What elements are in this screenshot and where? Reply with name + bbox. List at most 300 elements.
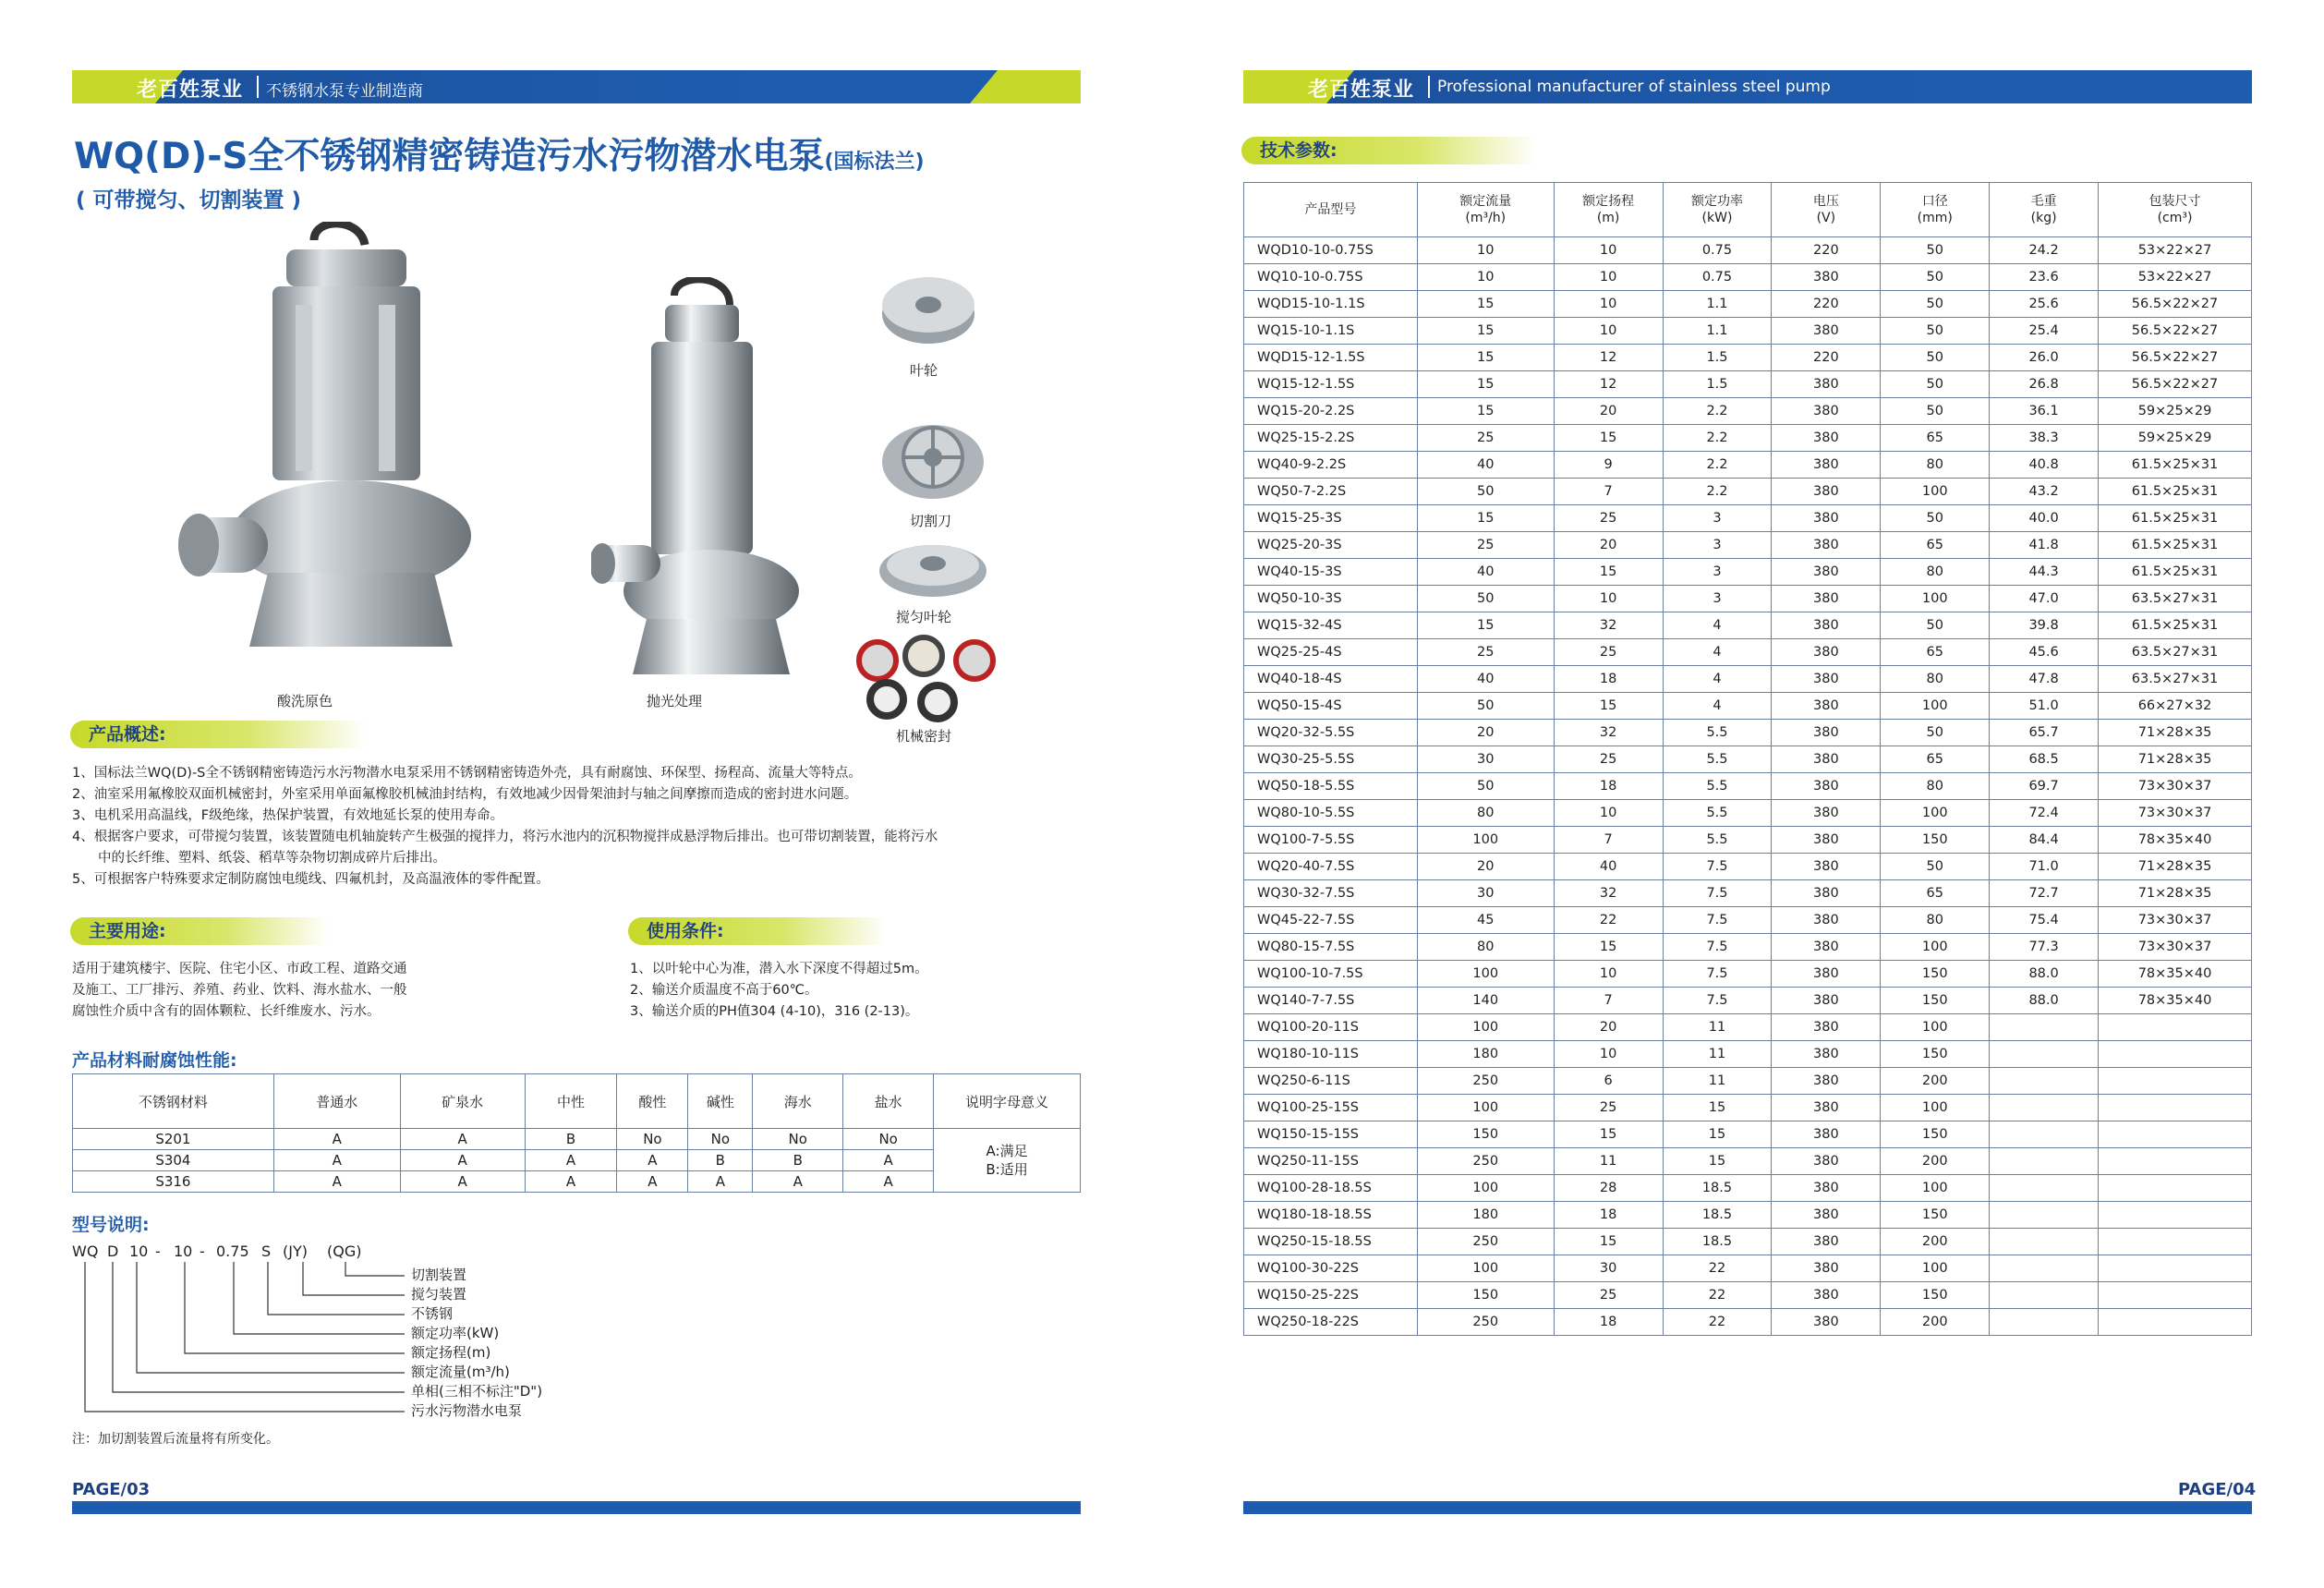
table-cell: A — [400, 1150, 525, 1171]
table-cell — [2099, 1041, 2252, 1068]
table-cell: No — [617, 1129, 688, 1150]
table-cell: 12 — [1554, 345, 1663, 371]
image-caption: 酸洗原色 — [277, 693, 333, 709]
table-cell: 0.75 — [1663, 237, 1772, 264]
table-cell: 84.4 — [1990, 827, 2099, 854]
table-cell: 0.75 — [1663, 264, 1772, 291]
table-cell: 380 — [1772, 666, 1881, 693]
column-header: 海水 — [753, 1074, 843, 1129]
table-cell — [2099, 1148, 2252, 1175]
table-cell: 59×25×29 — [2099, 425, 2252, 452]
table-cell: 380 — [1772, 1229, 1881, 1255]
table-cell: 30 — [1417, 880, 1554, 907]
table-row — [1244, 880, 2252, 907]
table-cell — [1990, 1014, 2099, 1041]
table-cell: 65 — [1881, 425, 1990, 452]
column-header — [1772, 183, 1881, 237]
model-label: 单相(三相不标注"D") — [411, 1383, 543, 1400]
table-cell: 100 — [1881, 934, 1990, 961]
model-cell: WQ15-25-3S — [1244, 505, 1418, 532]
column-header-unit: (kg) — [2030, 211, 2057, 225]
table-cell: 7 — [1554, 479, 1663, 505]
overview-item: 2、油室采用氟橡胶双面机械密封，外室采用单面氟橡胶机械油封结构，有效地减少因骨架油封与轴之间摩擦而造成的密封进水问题。 — [72, 787, 858, 802]
model-cell: WQ40-18-4S — [1244, 666, 1418, 693]
table-cell: 10 — [1554, 800, 1663, 827]
brand-tagline: Professional manufacturer of stainless steel pump — [1437, 78, 1831, 96]
legend-line: A:满足 — [986, 1143, 1028, 1159]
table-cell: 43.2 — [1990, 479, 2099, 505]
footer-bar — [1243, 1501, 2252, 1514]
model-cell: WQ30-32-7.5S — [1244, 880, 1418, 907]
model-cell: WQ250-18-22S — [1244, 1309, 1418, 1336]
table-cell: 80 — [1417, 800, 1554, 827]
table-row — [1244, 1068, 2252, 1095]
brand-tagline: 不锈钢水泵专业制造商 — [266, 82, 423, 101]
table-cell: 25.4 — [1990, 318, 2099, 345]
overview-item: 4、根据客户要求，可带搅匀装置，该装置随电机轴旋转产生极强的搅拌力，将污水池内的沉积物搅拌成悬浮物后排出。也可带切割装置，能将污水 — [72, 830, 938, 844]
table-cell: 100 — [1881, 1095, 1990, 1121]
table-cell: A — [400, 1171, 525, 1193]
table-cell: 11 — [1663, 1014, 1772, 1041]
table-cell: 80 — [1881, 773, 1990, 800]
column-header: 矿泉水 — [400, 1074, 525, 1129]
left-header-bar — [72, 70, 1081, 103]
table-cell: No — [753, 1129, 843, 1150]
table-cell: 4 — [1663, 693, 1772, 720]
table-cell: 15 — [1663, 1095, 1772, 1121]
table-cell: 150 — [1881, 1121, 1990, 1148]
table-cell: 380 — [1772, 318, 1881, 345]
table-cell: 41.8 — [1990, 532, 2099, 559]
column-header — [2099, 183, 2252, 237]
table-cell: 68.5 — [1990, 746, 2099, 773]
table-cell: 380 — [1772, 1202, 1881, 1229]
table-cell: 44.3 — [1990, 559, 2099, 586]
table-cell: 23.6 — [1990, 264, 2099, 291]
model-cell: WQ15-32-4S — [1244, 612, 1418, 639]
table-cell: 2.2 — [1663, 479, 1772, 505]
table-cell: 7 — [1554, 988, 1663, 1014]
table-cell: 380 — [1772, 612, 1881, 639]
table-cell: 7.5 — [1663, 934, 1772, 961]
table-cell: 5.5 — [1663, 773, 1772, 800]
column-header-unit: (V) — [1816, 211, 1836, 225]
column-header — [1990, 183, 2099, 237]
title-main: WQ(D)-S全不锈钢精密铸造污水污物潜水电泵 — [74, 136, 825, 177]
table-cell: 50 — [1881, 612, 1990, 639]
table-cell: 3 — [1663, 505, 1772, 532]
table-header-row — [73, 1074, 1081, 1129]
table-cell — [1990, 1121, 2099, 1148]
table-cell: 15 — [1417, 371, 1554, 398]
column-header: 酸性 — [617, 1074, 688, 1129]
table-cell: 15 — [1417, 318, 1554, 345]
title-suffix: (国标法兰) — [824, 151, 925, 174]
table-cell: 73×30×37 — [2099, 773, 2252, 800]
table-cell: 200 — [1881, 1309, 1990, 1336]
table-row — [1244, 1255, 2252, 1282]
table-cell: 1.5 — [1663, 345, 1772, 371]
table-cell: 380 — [1772, 880, 1881, 907]
table-cell: 380 — [1772, 559, 1881, 586]
column-header: 碱性 — [688, 1074, 753, 1129]
table-cell: 7.5 — [1663, 880, 1772, 907]
table-cell: 63.5×27×31 — [2099, 639, 2252, 666]
table-cell: 40 — [1417, 559, 1554, 586]
table-cell: B — [688, 1150, 753, 1171]
table-cell: 150 — [1881, 961, 1990, 988]
table-cell: 53×22×27 — [2099, 264, 2252, 291]
usage-text — [72, 959, 589, 1023]
table-cell: 50 — [1881, 291, 1990, 318]
table-cell: 10 — [1554, 237, 1663, 264]
table-cell: 100 — [1881, 1255, 1990, 1282]
table-cell: 100 — [1417, 961, 1554, 988]
model-code-part: (QG) — [327, 1243, 362, 1260]
usage-heading: 主要用途: — [70, 917, 329, 945]
table-cell: 20 — [1554, 1014, 1663, 1041]
table-cell: 71×28×35 — [2099, 854, 2252, 880]
table-cell: 15 — [1554, 1121, 1663, 1148]
table-cell: 100 — [1417, 1255, 1554, 1282]
model-cell: WQ100-28-18.5S — [1244, 1175, 1418, 1202]
table-cell — [2099, 1068, 2252, 1095]
table-cell: 25 — [1554, 639, 1663, 666]
model-cell: WQ80-10-5.5S — [1244, 800, 1418, 827]
table-cell: 72.4 — [1990, 800, 2099, 827]
table-cell: 18.5 — [1663, 1229, 1772, 1255]
table-cell: 25 — [1417, 639, 1554, 666]
table-cell: 20 — [1554, 398, 1663, 425]
table-cell — [1990, 1068, 2099, 1095]
right-header-bar — [1243, 70, 2252, 103]
table-cell: 18 — [1554, 1202, 1663, 1229]
table-cell: 56.5×22×27 — [2099, 291, 2252, 318]
table-cell: 78×35×40 — [2099, 827, 2252, 854]
table-cell: 26.8 — [1990, 371, 2099, 398]
table-row — [1244, 1175, 2252, 1202]
table-row — [1244, 1014, 2252, 1041]
table-cell: 50 — [1881, 505, 1990, 532]
column-header: 盐水 — [843, 1074, 934, 1129]
model-label: 额定功率(kW) — [411, 1325, 500, 1341]
table-cell: 40 — [1417, 666, 1554, 693]
model-cell: WQD15-10-1.1S — [1244, 291, 1418, 318]
table-cell: 380 — [1772, 934, 1881, 961]
column-header-label: 产品型号 — [1304, 202, 1357, 217]
header-accent — [970, 70, 1081, 103]
table-cell: 380 — [1772, 720, 1881, 746]
table-cell: 150 — [1881, 1041, 1990, 1068]
overview-text — [72, 763, 1079, 891]
model-code-part: (JY) — [283, 1243, 308, 1260]
table-cell: 80 — [1881, 452, 1990, 479]
table-cell: 10 — [1554, 961, 1663, 988]
table-row — [73, 1129, 1081, 1150]
table-row — [73, 1150, 1081, 1171]
corrosion-heading: 产品材料耐腐蚀性能: — [72, 1050, 237, 1071]
table-cell: 380 — [1772, 452, 1881, 479]
table-cell: 63.5×27×31 — [2099, 666, 2252, 693]
table-cell: 150 — [1417, 1121, 1554, 1148]
table-cell: 180 — [1417, 1041, 1554, 1068]
table-row — [1244, 237, 2252, 264]
conditions-line: 1、以叶轮中心为准，潜入水下深度不得超过5m。 — [630, 962, 928, 976]
usage-line: 腐蚀性介质中含有的固体颗粒、长纤维废水、污水。 — [72, 1004, 381, 1019]
table-cell: 28 — [1554, 1175, 1663, 1202]
model-cell: WQ25-25-4S — [1244, 639, 1418, 666]
table-cell: 380 — [1772, 398, 1881, 425]
table-cell: 15 — [1554, 934, 1663, 961]
table-cell: 15 — [1663, 1121, 1772, 1148]
table-cell: 380 — [1772, 800, 1881, 827]
corrosion-table — [72, 1073, 1081, 1193]
table-cell: 380 — [1772, 1095, 1881, 1121]
table-cell: 4 — [1663, 666, 1772, 693]
column-header: 普通水 — [273, 1074, 400, 1129]
table-cell: A — [753, 1171, 843, 1193]
model-cell: WQ25-20-3S — [1244, 532, 1418, 559]
table-cell: 61.5×25×31 — [2099, 532, 2252, 559]
table-cell: 51.0 — [1990, 693, 2099, 720]
model-cell: WQ100-10-7.5S — [1244, 961, 1418, 988]
table-cell: 150 — [1881, 988, 1990, 1014]
table-cell: 56.5×22×27 — [2099, 345, 2252, 371]
table-cell: 53×22×27 — [2099, 237, 2252, 264]
table-cell: 2.2 — [1663, 398, 1772, 425]
model-cell: WQ45-22-7.5S — [1244, 907, 1418, 934]
table-cell: 50 — [1881, 345, 1990, 371]
table-cell: 380 — [1772, 907, 1881, 934]
table-cell: 380 — [1772, 1282, 1881, 1309]
table-cell: 10 — [1554, 1041, 1663, 1068]
table-row — [1244, 720, 2252, 746]
table-cell: 250 — [1417, 1229, 1554, 1255]
table-cell: 100 — [1417, 1175, 1554, 1202]
table-row — [1244, 693, 2252, 720]
table-cell: 150 — [1881, 827, 1990, 854]
table-cell: 47.0 — [1990, 586, 2099, 612]
model-cell: WQ80-15-7.5S — [1244, 934, 1418, 961]
table-cell: 200 — [1881, 1229, 1990, 1255]
table-cell — [2099, 1255, 2252, 1282]
model-cell: WQ50-15-4S — [1244, 693, 1418, 720]
table-cell: 7.5 — [1663, 988, 1772, 1014]
table-cell: 380 — [1772, 693, 1881, 720]
model-cell: WQ250-15-18.5S — [1244, 1229, 1418, 1255]
table-cell: 100 — [1881, 1014, 1990, 1041]
column-header-unit: (cm³) — [2157, 211, 2193, 225]
table-cell: 380 — [1772, 854, 1881, 880]
table-row — [1244, 1202, 2252, 1229]
table-cell: 78×35×40 — [2099, 988, 2252, 1014]
table-cell: 50 — [1881, 371, 1990, 398]
table-cell: 380 — [1772, 586, 1881, 612]
table-cell: No — [843, 1129, 934, 1150]
column-header: 说明字母意义 — [934, 1074, 1081, 1129]
table-header-row — [1244, 183, 2252, 237]
model-label: 搅匀装置 — [411, 1286, 467, 1303]
table-cell: 11 — [1554, 1148, 1663, 1175]
table-cell: 65 — [1881, 746, 1990, 773]
table-cell: 50 — [1417, 586, 1554, 612]
table-cell: 380 — [1772, 827, 1881, 854]
table-cell: 150 — [1881, 1202, 1990, 1229]
model-cell: WQ15-10-1.1S — [1244, 318, 1418, 345]
table-cell: 15 — [1417, 398, 1554, 425]
table-cell: 250 — [1417, 1068, 1554, 1095]
model-cell: WQ150-15-15S — [1244, 1121, 1418, 1148]
table-row — [1244, 827, 2252, 854]
table-cell: 71×28×35 — [2099, 720, 2252, 746]
table-cell: 24.2 — [1990, 237, 2099, 264]
model-cell: WQ100-25-15S — [1244, 1095, 1418, 1121]
table-cell: 220 — [1772, 237, 1881, 264]
table-cell — [1990, 1202, 2099, 1229]
model-label: 污水污物潜水电泵 — [411, 1402, 523, 1419]
usage-line: 及施工、工厂排污、养殖、药业、饮料、海水盐水、一般 — [72, 983, 407, 998]
table-cell: 380 — [1772, 1041, 1881, 1068]
table-cell — [1990, 1229, 2099, 1255]
table-row — [1244, 961, 2252, 988]
overview-item: 3、电机采用高温线，F级绝缘，热保护装置，有效地延长泵的使用寿命。 — [72, 808, 504, 823]
column-header-label: 电压 — [1812, 194, 1839, 209]
table-cell: 15 — [1417, 505, 1554, 532]
table-cell: 50 — [1881, 318, 1990, 345]
table-cell: 12 — [1554, 371, 1663, 398]
table-row — [1244, 934, 2252, 961]
table-cell: 25 — [1554, 505, 1663, 532]
table-row — [1244, 1095, 2252, 1121]
image-caption: 叶轮 — [910, 362, 938, 379]
table-cell: 380 — [1772, 773, 1881, 800]
table-cell: 73×30×37 — [2099, 934, 2252, 961]
column-header-unit: (kW) — [1701, 211, 1733, 225]
table-cell: 3 — [1663, 532, 1772, 559]
table-cell — [2099, 1095, 2252, 1121]
table-cell: 26.0 — [1990, 345, 2099, 371]
table-cell: 61.5×25×31 — [2099, 479, 2252, 505]
page-subtitle: ( 可带搅匀、切割装置 ) — [76, 188, 302, 212]
table-cell: S316 — [73, 1171, 274, 1193]
table-row — [1244, 1121, 2252, 1148]
table-cell: 380 — [1772, 479, 1881, 505]
table-row — [1244, 398, 2252, 425]
model-cell: WQ50-18-5.5S — [1244, 773, 1418, 800]
table-row — [1244, 1229, 2252, 1255]
table-cell: 88.0 — [1990, 961, 2099, 988]
column-header — [1554, 183, 1663, 237]
table-cell: 380 — [1772, 961, 1881, 988]
table-row — [1244, 532, 2252, 559]
mechanical-seal-image — [845, 633, 1002, 725]
overview-item: 5、可根据客户特殊要求定制防腐蚀电缆线、四氟机封，及高温液体的零件配置。 — [72, 872, 550, 887]
table-cell — [2099, 1014, 2252, 1041]
table-cell: 20 — [1417, 720, 1554, 746]
table-cell: 22 — [1663, 1255, 1772, 1282]
table-cell: 22 — [1554, 907, 1663, 934]
table-cell: 40 — [1554, 854, 1663, 880]
table-cell: 100 — [1881, 693, 1990, 720]
model-cell: WQ100-20-11S — [1244, 1014, 1418, 1041]
table-cell: 40.8 — [1990, 452, 2099, 479]
model-code-part: WQ — [72, 1243, 99, 1260]
table-cell: 5.5 — [1663, 746, 1772, 773]
model-cell: WQ100-7-5.5S — [1244, 827, 1418, 854]
table-cell: 15 — [1417, 345, 1554, 371]
model-cell: WQ50-7-2.2S — [1244, 479, 1418, 505]
table-cell: A — [273, 1129, 400, 1150]
model-label: 不锈钢 — [411, 1305, 454, 1322]
table-cell: 80 — [1881, 907, 1990, 934]
model-cell: WQD15-12-1.5S — [1244, 345, 1418, 371]
table-cell — [2099, 1202, 2252, 1229]
table-cell: 18 — [1554, 1309, 1663, 1336]
model-cell: WQ180-18-18.5S — [1244, 1202, 1418, 1229]
table-cell: 47.8 — [1990, 666, 2099, 693]
table-cell: 40.0 — [1990, 505, 2099, 532]
model-cell: WQ40-15-3S — [1244, 559, 1418, 586]
column-header-label: 包装尺寸 — [2148, 194, 2201, 209]
table-cell: 1.1 — [1663, 318, 1772, 345]
overview-item: 1、国标法兰WQ(D)-S全不锈钢精密铸造污水污物潜水电泵采用不锈钢精密铸造外壳，具有耐腐蚀、环保型、扬程高、流量大等特点。 — [72, 766, 862, 781]
table-cell: 25 — [1554, 1282, 1663, 1309]
table-cell: A — [843, 1150, 934, 1171]
table-cell: 100 — [1417, 827, 1554, 854]
table-cell: 100 — [1881, 586, 1990, 612]
page-number: PAGE/04 — [2178, 1480, 2257, 1499]
table-cell: 80 — [1417, 934, 1554, 961]
model-cell: WQ50-10-3S — [1244, 586, 1418, 612]
table-cell: A — [843, 1171, 934, 1193]
model-cell: WQ250-11-15S — [1244, 1148, 1418, 1175]
table-cell: 36.1 — [1990, 398, 2099, 425]
model-code-part: 10 — [129, 1243, 149, 1260]
table-row — [1244, 773, 2252, 800]
table-cell: 100 — [1417, 1014, 1554, 1041]
spec-heading: 技术参数: — [1241, 137, 1537, 164]
image-caption: 机械密封 — [896, 728, 952, 745]
table-cell: 39.8 — [1990, 612, 2099, 639]
table-cell: A — [273, 1150, 400, 1171]
model-cell: WQD10-10-0.75S — [1244, 237, 1418, 264]
overview-item: 中的长纤维、塑料、纸袋、稻草等杂物切割成碎片后排出。 — [98, 851, 446, 866]
table-cell: 6 — [1554, 1068, 1663, 1095]
model-cell: WQ20-32-5.5S — [1244, 720, 1418, 746]
table-cell — [2099, 1282, 2252, 1309]
table-row — [1244, 746, 2252, 773]
table-cell: 75.4 — [1990, 907, 2099, 934]
table-cell: 1.5 — [1663, 371, 1772, 398]
table-cell: 380 — [1772, 264, 1881, 291]
model-cell: WQ150-25-22S — [1244, 1282, 1418, 1309]
table-cell: 61.5×25×31 — [2099, 452, 2252, 479]
column-header — [1881, 183, 1990, 237]
table-cell: 380 — [1772, 1121, 1881, 1148]
table-cell: 4 — [1663, 639, 1772, 666]
table-cell: A — [617, 1171, 688, 1193]
column-header: 不锈钢材料 — [73, 1074, 274, 1129]
table-cell — [2099, 1121, 2252, 1148]
table-cell: 2.2 — [1663, 452, 1772, 479]
table-cell: 65 — [1881, 639, 1990, 666]
table-row — [1244, 559, 2252, 586]
table-cell: 380 — [1772, 425, 1881, 452]
table-cell: 65.7 — [1990, 720, 2099, 746]
table-cell: 18.5 — [1663, 1175, 1772, 1202]
table-cell: 7.5 — [1663, 961, 1772, 988]
table-cell: 72.7 — [1990, 880, 2099, 907]
